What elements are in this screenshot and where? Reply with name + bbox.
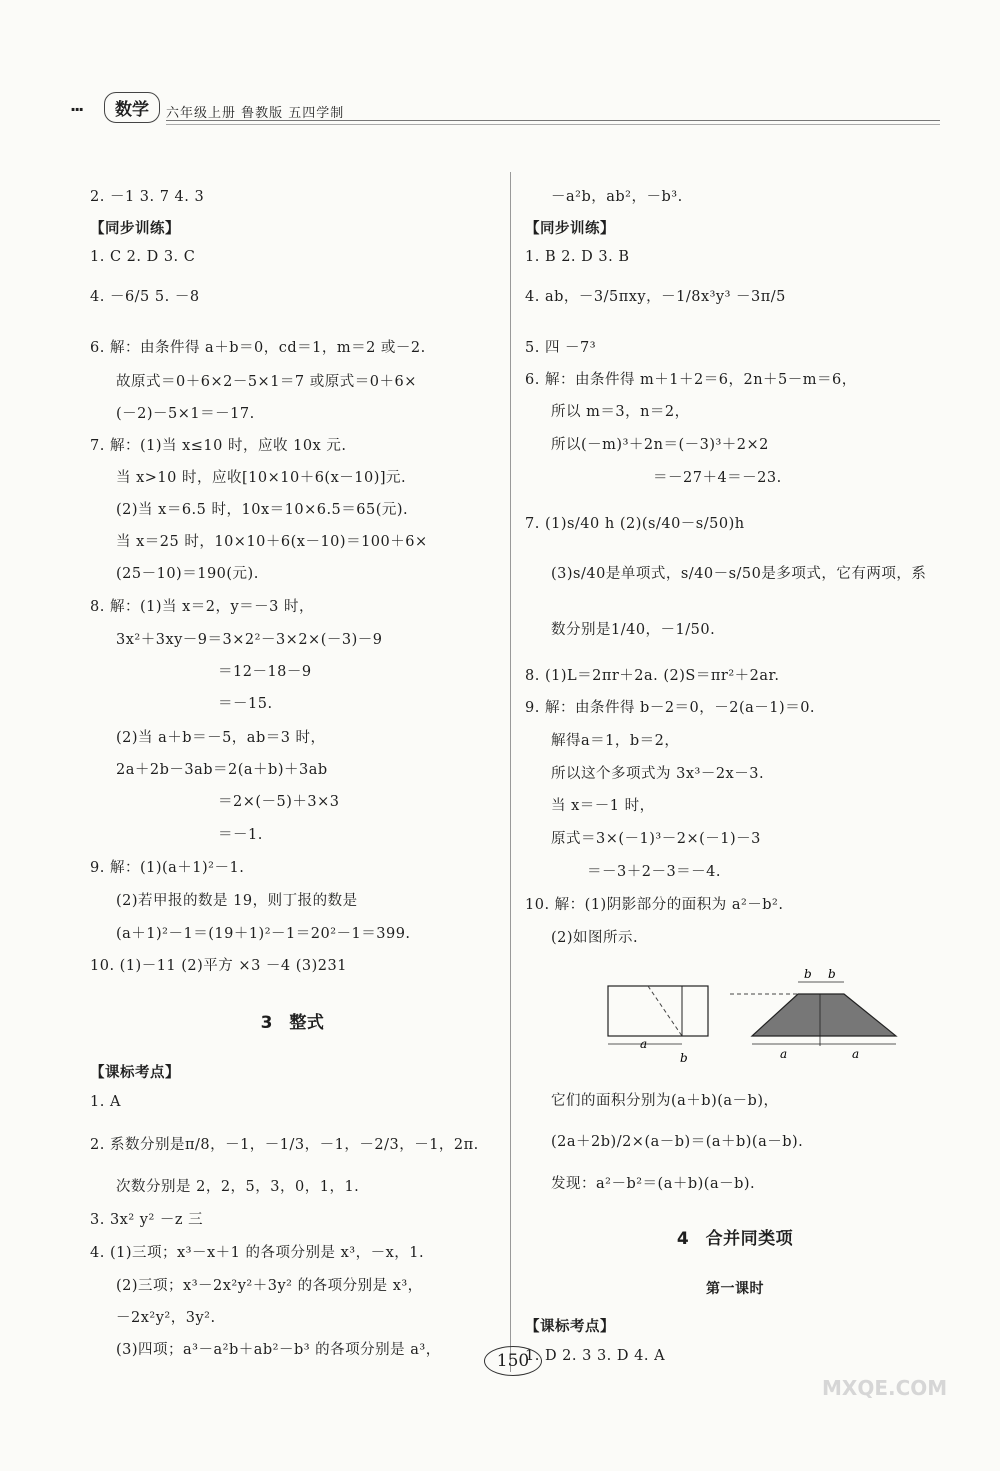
right-line: ＝－3＋2－3＝－4. bbox=[587, 864, 722, 880]
right-line: 数分别是1/40，－1/50. bbox=[551, 622, 716, 638]
right-line: 5. 四 －7³ bbox=[525, 340, 597, 356]
subject-badge: 数学 bbox=[104, 92, 160, 123]
left-line: －2x²y²，3y². bbox=[116, 1310, 216, 1326]
left-line: 故原式＝0＋6×2－5×1＝7 或原式＝0＋6× bbox=[116, 374, 417, 390]
label-a-left: a bbox=[640, 1037, 648, 1051]
label-b-top-2: b bbox=[828, 968, 836, 981]
left-line: (2)若甲报的数是 19，则丁报的数是 bbox=[116, 893, 358, 909]
answer-figure bbox=[600, 968, 920, 1068]
left-line: 7. 解：(1)当 x≤10 时，应收 10x 元. bbox=[90, 438, 347, 454]
left-line: ＝－1. bbox=[218, 827, 263, 843]
label-b-top-1: b bbox=[804, 968, 812, 981]
left-line: 9. 解：(1)(a＋1)²－1. bbox=[90, 860, 245, 876]
rectangle-shape bbox=[608, 986, 708, 1036]
right-line: (2a＋2b)/2×(a－b)＝(a＋b)(a－b). bbox=[551, 1134, 804, 1150]
left-line: 6. 解：由条件得 a＋b＝0，cd＝1，m＝2 或－2. bbox=[90, 340, 426, 356]
page-number: 150 bbox=[484, 1346, 542, 1376]
left-line: 3x²＋3xy－9＝3×2²－3×2×(－3)－9 bbox=[116, 632, 383, 648]
right-line: (2)如图所示. bbox=[551, 930, 639, 946]
label-a-bottom-2: a bbox=[852, 1047, 860, 1061]
right-line: 【课标考点】 bbox=[525, 1318, 615, 1335]
left-line: 1. A bbox=[90, 1094, 121, 1110]
left-line: 1. C 2. D 3. C bbox=[90, 249, 196, 265]
trapezoid-shape bbox=[752, 994, 896, 1036]
right-line: 10. 解：(1)阴影部分的面积为 a²－b². bbox=[525, 897, 784, 913]
left-line: (3)四项；a³－a²b＋ab²－b³ 的各项分别是 a³， bbox=[116, 1342, 441, 1358]
left-line: 4. －6/5 5. －8 bbox=[90, 289, 200, 305]
label-a-bottom-1: a bbox=[780, 1047, 788, 1061]
left-line: (2)三项；x³－2x²y²＋3y² 的各项分别是 x³， bbox=[116, 1278, 423, 1294]
right-line: 原式＝3×(－1)³－2×(－1)－3 bbox=[551, 831, 761, 847]
right-line: 它们的面积分别为(a＋b)(a－b)， bbox=[551, 1093, 779, 1109]
right-line: 当 x＝－1 时， bbox=[551, 798, 655, 814]
right-line: 7. (1)s/40 h (2)(s/40－s/50)h bbox=[525, 516, 745, 532]
column-divider bbox=[510, 172, 511, 1372]
right-line: 发现：a²－b²＝(a＋b)(a－b). bbox=[551, 1176, 756, 1192]
left-line: (a＋1)²－1＝(19＋1)²－1＝20²－1＝399. bbox=[116, 926, 411, 942]
dashed-diagonal bbox=[648, 986, 682, 1036]
header-rule bbox=[166, 120, 940, 121]
right-line: 1. D 2. 3 3. D 4. A bbox=[525, 1348, 666, 1364]
right-line: 8. (1)L＝2πr＋2a. (2)S＝πr²＋2ar. bbox=[525, 668, 780, 684]
right-line: 第一课时 bbox=[706, 1281, 764, 1297]
right-line: 4 合并同类项 bbox=[676, 1229, 794, 1249]
left-line: ＝－15. bbox=[218, 696, 273, 712]
left-line: ＝2×(－5)＋3×3 bbox=[218, 794, 340, 810]
left-line: 2a＋2b－3ab＝2(a＋b)＋3ab bbox=[116, 762, 328, 778]
left-line: 3 整式 bbox=[260, 1013, 325, 1033]
left-line: ＝12－18－9 bbox=[218, 664, 312, 680]
watermark: MXQE.COM bbox=[822, 1376, 948, 1400]
right-line: 4. ab，－3/5πxy，－1/8x³y³ －3π/5 bbox=[525, 289, 786, 305]
right-line: 所以(－m)³＋2n＝(－3)³＋2×2 bbox=[551, 437, 769, 453]
left-line: 8. 解：(1)当 x＝2，y＝－3 时， bbox=[90, 599, 315, 615]
left-line: 10. (1)－11 (2)平方 ×3 －4 (3)231 bbox=[90, 958, 347, 974]
label-b-left: b bbox=[680, 1051, 688, 1065]
page-header bbox=[70, 86, 940, 152]
left-line: 当 x＝25 时，10×10＋6(x－10)＝100＋6× bbox=[116, 534, 428, 550]
right-line: 解得a＝1，b＝2， bbox=[551, 733, 680, 749]
right-line: 1. B 2. D 3. B bbox=[525, 249, 630, 265]
left-line: 当 x>10 时，应收[10×10＋6(x－10)]元. bbox=[116, 470, 407, 486]
header-rule-thin bbox=[166, 124, 940, 125]
left-line: 3. 3x² y² －z 三 bbox=[90, 1212, 204, 1228]
right-line: ＝－27＋4＝－23. bbox=[653, 470, 782, 486]
left-line: (2)当 a＋b＝－5，ab＝3 时， bbox=[116, 730, 326, 746]
left-line: (2)当 x＝6.5 时，10x＝10×6.5＝65(元). bbox=[116, 502, 409, 518]
left-line: 次数分别是 2，2，5，3，0，1，1. bbox=[116, 1179, 360, 1195]
right-line: －a²b，ab²，－b³. bbox=[551, 189, 683, 205]
left-line: (25－10)＝190(元). bbox=[116, 566, 259, 582]
left-line: 【课标考点】 bbox=[90, 1064, 180, 1081]
header-subtitle: 六年级上册 鲁教版 五四学制 bbox=[166, 106, 345, 121]
right-line: 所以这个多项式为 3x³－2x－3. bbox=[551, 766, 765, 782]
left-line: 2. －1 3. 7 4. 3 bbox=[90, 189, 205, 205]
left-line: 2. 系数分别是π/8，－1，－1/3，－1，－2/3，－1，2π. bbox=[90, 1137, 479, 1153]
left-line: 4. (1)三项；x³－x＋1 的各项分别是 x³，－x，1. bbox=[90, 1245, 425, 1261]
right-line: 【同步训练】 bbox=[525, 220, 615, 237]
left-line: 【同步训练】 bbox=[90, 220, 180, 237]
right-line: 所以 m＝3，n＝2， bbox=[551, 404, 690, 420]
header-mark: ··· bbox=[70, 100, 83, 119]
right-line: 6. 解：由条件得 m＋1＋2＝6，2n＋5－m＝6， bbox=[525, 372, 857, 388]
right-line: 9. 解：由条件得 b－2＝0，－2(a－1)＝0. bbox=[525, 700, 816, 716]
left-line: (－2)－5×1＝－17. bbox=[116, 406, 255, 422]
right-line: (3)s/40是单项式，s/40－s/50是多项式，它有两项，系 bbox=[551, 566, 927, 582]
